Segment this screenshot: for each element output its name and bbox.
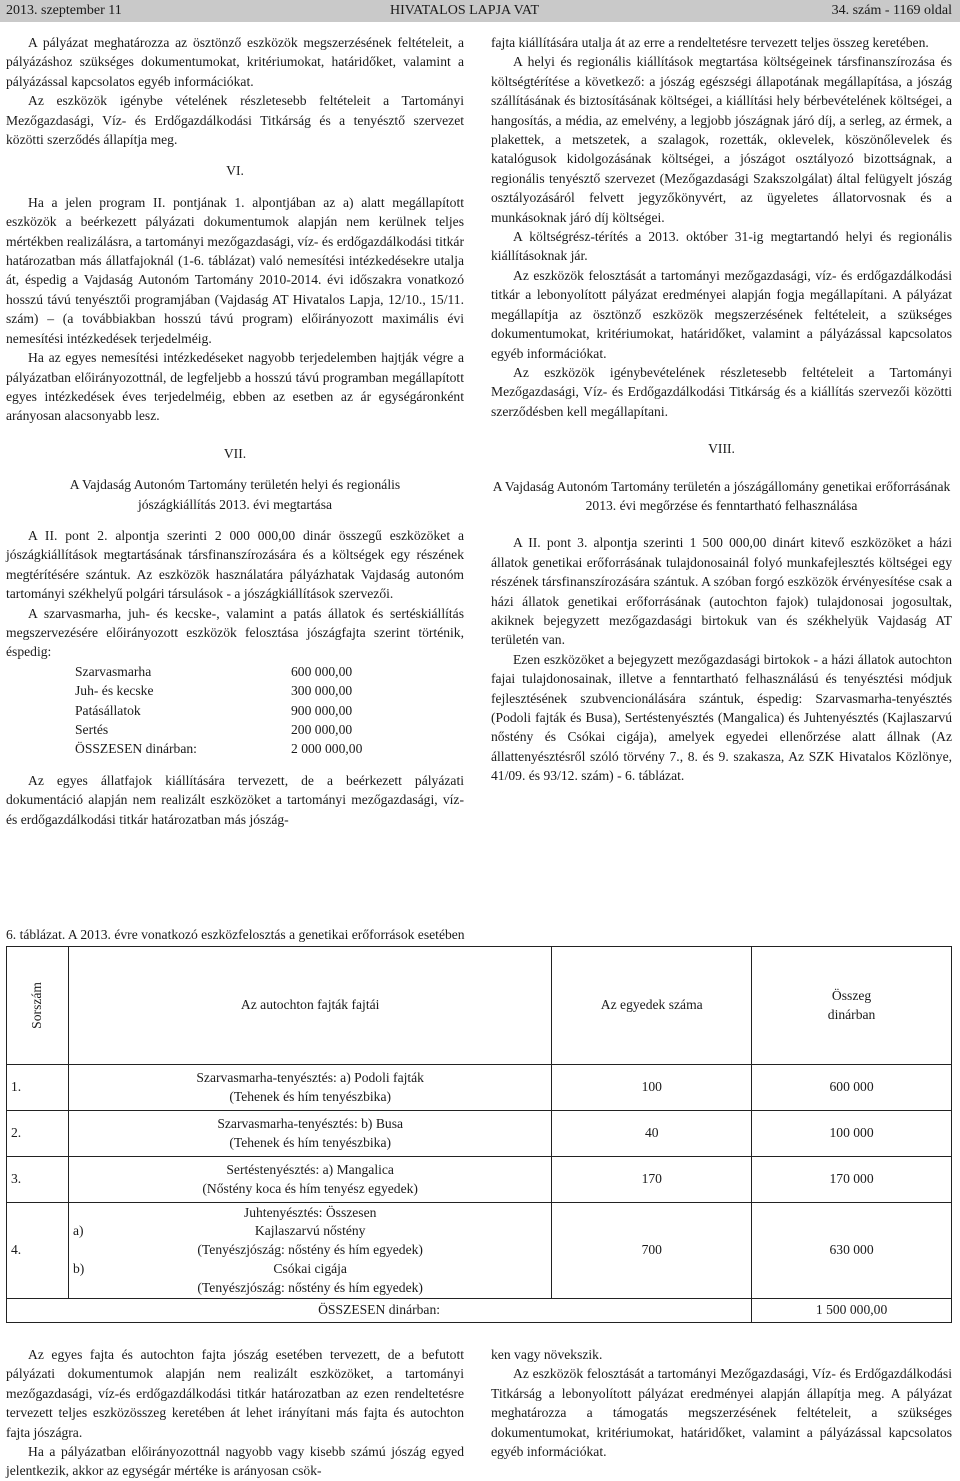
allocation-table bbox=[75, 662, 362, 759]
header-date: 2013. szeptember 11 bbox=[6, 3, 122, 18]
paragraph: Az eszközök igénybe vételének részletesebb feltételeit a Tartományi Mezőgazdasági, Víz- és Erdőgazdálkodási Titkárság és a tenyésztő szervezet közötti szerződés állapítja meg. bbox=[6, 93, 464, 148]
row-breed: Juhtenyésztés: Összesen a) Kajlaszarvú nőstény (Tenyészjószág: nőstény és hím egyedek) b) Csókai cigája (Tenyészjószág: nőstény és hím egyedek) bbox=[68, 1203, 551, 1299]
paragraph: A szarvasmarha, juh- és kecske-, valamint a patás állatok és sertéskiállítás megszervezésére előirányozott eszközök felosztása jószágfajta szerint történik, éspedig: bbox=[6, 605, 464, 660]
row-amount: 100 000 bbox=[752, 1111, 952, 1157]
paragraph: A helyi és regionális kiállítások megtartása költségeinek társfinanszírozása és költségtérítése a következő: a jószág egészségi állapotának megállapítása, a jószág szállításának és biztosításának költségei, a kiállítási hely bérbevételének költségei, a hangosítás, a média, az emelvény, a legjobb jószágnak járó díj, a serleg, az érmek, a plakettek, a metszetek, a szalagok, rozetták, oklevelek, köszönőlevelek és katalógusok kidolgozásának költségei, a jószágot osztályozó bizottságnak, a regionális tenyésztő szervezet (Mezőgazdasági Szakszolgálat) által felügyelt jószág osztályozásáról felvett jegyzőkönyvért, az ügyeletes állatorvosnak és a munkásoknak járó díj költségei. bbox=[491, 54, 952, 225]
row-number: 3. bbox=[7, 1157, 69, 1203]
allocation-row bbox=[75, 720, 362, 739]
table-header-row bbox=[7, 947, 952, 1065]
row-count: 700 bbox=[552, 1203, 752, 1299]
paragraph: fajta kiállítására utalja át az erre a rendeltetésre tervezett teljes összeg keretében. bbox=[491, 35, 929, 50]
allocation-name: Sertés bbox=[75, 722, 109, 737]
allocation-name: Juh- és kecske bbox=[75, 683, 154, 699]
table-row bbox=[7, 1203, 952, 1299]
allocation-row bbox=[75, 701, 362, 720]
paragraph: Ha a jelen program II. pontjának 1. alpontjában az a) alatt megállapított eszközök a beérkezett pályázati dokumentumok alapján nem kerülnek teljes mértékben realizálásra, a tartományi mezőgazdasági, víz- és erdőgazdálkodási titkár határozatban más állatfajoknál (1-6. táblázat) való nemesítési intézkedésekre utalja át, éspedig a Vajdaság Autonóm Tartomány 2010-2014. évi időszakra vonatkozó hosszú távú tenyésztői programjában (Vajdaság AT Hivatalos Lapja, 12/10., 15/11. szám) – (a továbbiakban hosszú távú program) előirányozott maximális évi nemesítési intézkedések terjedelméig. bbox=[6, 194, 464, 346]
paragraph: A II. pont 2. alpontja szerinti 2 000 000,00 dinár összegű eszközöket a jószágkiállítások megtartásának társfinanszírozására és a költségek egy részének megtérítésére szántuk. Az eszközök használatára pályázhatak Vajdaság autonóm tartományi székhelyű polgári társulások - a jószágkiállítások szervezői. bbox=[6, 527, 464, 602]
row-amount: 600 000 bbox=[752, 1065, 952, 1111]
table-row bbox=[7, 1065, 952, 1111]
section-heading-vi: VI. bbox=[226, 163, 244, 179]
paragraph: Az egyes fajta és autochton fajta jószág esetében tervezett, de a befutott pályázati dokumentumok alapján nem realizált eszközöket, a tartományi mezőgazdasági, víz-és erdőgazdálkodási titkár határozatban az ezen rendeltetésre tervezett teljes eszközösszeg keretében át lehet irányítani más fajta és autochton fajta jószágra. bbox=[6, 1347, 464, 1440]
page-header bbox=[0, 0, 960, 22]
row-amount: 630 000 bbox=[752, 1203, 952, 1299]
row-breed: Szarvasmarha-tenyésztés: a) Podoli fajták (Tehenek és hím tenyészbika) bbox=[68, 1065, 551, 1111]
row-count: 40 bbox=[552, 1111, 752, 1157]
header-issue: 34. szám - 1169 oldal bbox=[831, 3, 952, 18]
genetic-resources-table bbox=[6, 946, 952, 1323]
paragraph: A költségrész-térítés a 2013. október 31-ig megtartandó helyi és regionális kiállításoknak jár. bbox=[491, 229, 952, 264]
header-journal: HIVATALOS LAPJA VAT bbox=[390, 3, 540, 18]
paragraph: Az egyes állatfajok kiállítására tervezett, de a beérkezett pályázati dokumentáció alapján nem realizált eszközöket a tartományi mezőgazdasági, víz- és erdőgazdálkodási titkár határozatban más jószág- bbox=[6, 772, 464, 827]
paragraph: A II. pont 3. alpontja szerinti 1 500 000,00 dinárt kitevő eszközöket a házi állatok genetikai erőforrásának tulajdonosainál folyó munkafejlesztés költségei egy részének társfinanszírozására szántuk. A szóban forgó eszközök érvényesítése csak a házi állatok genetikai erőforrásának (autochton fajok) tulajdonosai jogosultak, akiknek bejegyzett mezőgazdasági birtokuk van és székhelyük Vajdaság AT területén van. bbox=[491, 535, 952, 648]
header-egyedek: Az egyedek száma bbox=[552, 947, 752, 1065]
table-row bbox=[7, 1111, 952, 1157]
paragraph: A pályázat meghatározza az ösztönző eszközök megszerzésének feltételeit, a pályázáshoz szükséges dokumentumokat, kritériumokat, határidőket, valamint a pályázással kapcsolatos egyéb információkat. bbox=[6, 35, 464, 89]
table-total-row bbox=[7, 1299, 952, 1323]
allocation-name: Patásállatok bbox=[75, 702, 141, 718]
row-number: 4. bbox=[7, 1203, 69, 1299]
section-heading-vii: VII. bbox=[223, 445, 247, 461]
paragraph: ken vagy növekszik. bbox=[491, 1347, 603, 1362]
section-heading-viii: VIII. bbox=[708, 441, 735, 457]
table-row bbox=[7, 1157, 952, 1203]
allocation-amount: 200 000,00 bbox=[291, 722, 353, 737]
row-breed: Szarvasmarha-tenyésztés: b) Busa (Tehenek és hím tenyészbika) bbox=[68, 1111, 551, 1157]
total-label: ÖSSZESEN dinárban: bbox=[7, 1299, 752, 1323]
row-count: 100 bbox=[552, 1065, 752, 1111]
header-osszeg: Összeg dinárban bbox=[752, 947, 952, 1065]
allocation-row bbox=[75, 681, 362, 700]
bottom-left-column bbox=[6, 1345, 464, 1481]
paragraph: Az eszközök felosztását a tartományi mezőgazdasági, víz- és erdőgazdálkodási titkár a lebonyolított pályázat eredményei alapján fogja megállapítani. A pályázat megállapítja az ösztönző eszközök megszerzésének feltételeit, a szükséges dokumentumokat, kritériumokat, határidőket, valamint a pályázással kapcsolatos egyéb információkat. bbox=[491, 267, 952, 361]
paragraph: Ezen eszközöket a bejegyzett mezőgazdasági birtokok - a házi állatok autochton fajai tulajdonosainak, illetve a fenntartható felhasználású és tenyésztési módjuk fejlesztésének szubvencionálására szántuk, éspedig: Szarvasmarha-tenyésztés (Podoli fajták és Busa), Sertéstenyésztés (Mangalica) és Juhtenyésztés (Kajlaszarvú nőstény és Csókai cigája), amelyek egyedei ellenőrzése alatt állnak (Az állattenyésztésről szóló törvény 7., 8. és 9. szakasza, Az SZK Hivatalos Közlönye, 41/09. és 93/12. szám) - 6. táblázat. bbox=[491, 651, 952, 784]
row-count: 170 bbox=[552, 1157, 752, 1203]
allocation-amount: 2 000 000,00 bbox=[291, 741, 363, 757]
allocation-amount: 900 000,00 bbox=[291, 702, 353, 718]
allocation-name: Szarvasmarha bbox=[75, 663, 152, 679]
total-amount: 1 500 000,00 bbox=[752, 1299, 952, 1323]
paragraph: Az eszközök igénybevételének részletesebb feltételeit a Tartományi Mezőgazdasági, Víz- és Erdőgazdálkodási Titkárság és a kiállítás szervezői közötti szerződésben kell megállapítani. bbox=[491, 364, 952, 419]
paragraph: Ha a pályázatban előirányozottnál nagyobb vagy kisebb számú jószág egyed jelentkezik, akkor az egységár mértéke is arányosan csök- bbox=[6, 1444, 464, 1479]
row-number: 1. bbox=[7, 1065, 69, 1111]
allocation-row bbox=[75, 662, 362, 681]
row-amount: 170 000 bbox=[752, 1157, 952, 1203]
header-sorszam: Sorszám bbox=[7, 947, 69, 1065]
paragraph: Ha az egyes nemesítési intézkedéseket nagyobb terjedelemben hajtják végre a pályázatban előirányozottnál, de legfeljebb a hosszú távú programban megállapított egyes intézkedések éves terjedelméig, ebben az esetben az ár egységáronként arányosan alacsonyabb lesz. bbox=[6, 350, 464, 424]
allocation-amount: 300 000,00 bbox=[291, 683, 353, 699]
row-number: 2. bbox=[7, 1111, 69, 1157]
section-title-vii: A Vajdaság Autonóm Tartomány területén helyi és regionális jószágkiállítás 2013. évi megtartása bbox=[69, 477, 401, 512]
paragraph: Az eszközök felosztását a tartományi Mezőgazdasági, Víz- és Erdőgazdálkodási Titkárság a lebonyolított pályázat eredményei alapján állapítja meg. A pályázat meghatározza a támogatás megszerzésének feltételeit, a szükséges dokumentumokat, kritériumokat, határidőket, valamint a pályázással kapcsolatos egyéb információkat. bbox=[491, 1366, 952, 1460]
left-column bbox=[6, 33, 464, 829]
allocation-name: ÖSSZESEN dinárban: bbox=[75, 741, 197, 757]
row-breed: Sertéstenyésztés: a) Mangalica (Nőstény koca és hím tenyész egyedek) bbox=[68, 1157, 551, 1203]
allocation-amount: 600 000,00 bbox=[291, 663, 353, 679]
right-column bbox=[491, 33, 952, 786]
bottom-right-column bbox=[491, 1345, 952, 1461]
header-fajtak: Az autochton fajták fajtái bbox=[68, 947, 551, 1065]
section-title-viii: A Vajdaság Autonóm Tartomány területén a jószágállomány genetikai erőforrásának 2013. évi megőrzése és fenntartható felhasználása bbox=[492, 478, 951, 513]
table-caption: 6. táblázat. A 2013. évre vonatkozó eszközfelosztás a genetikai erőforrások esetében bbox=[6, 927, 465, 942]
allocation-row bbox=[75, 739, 362, 758]
